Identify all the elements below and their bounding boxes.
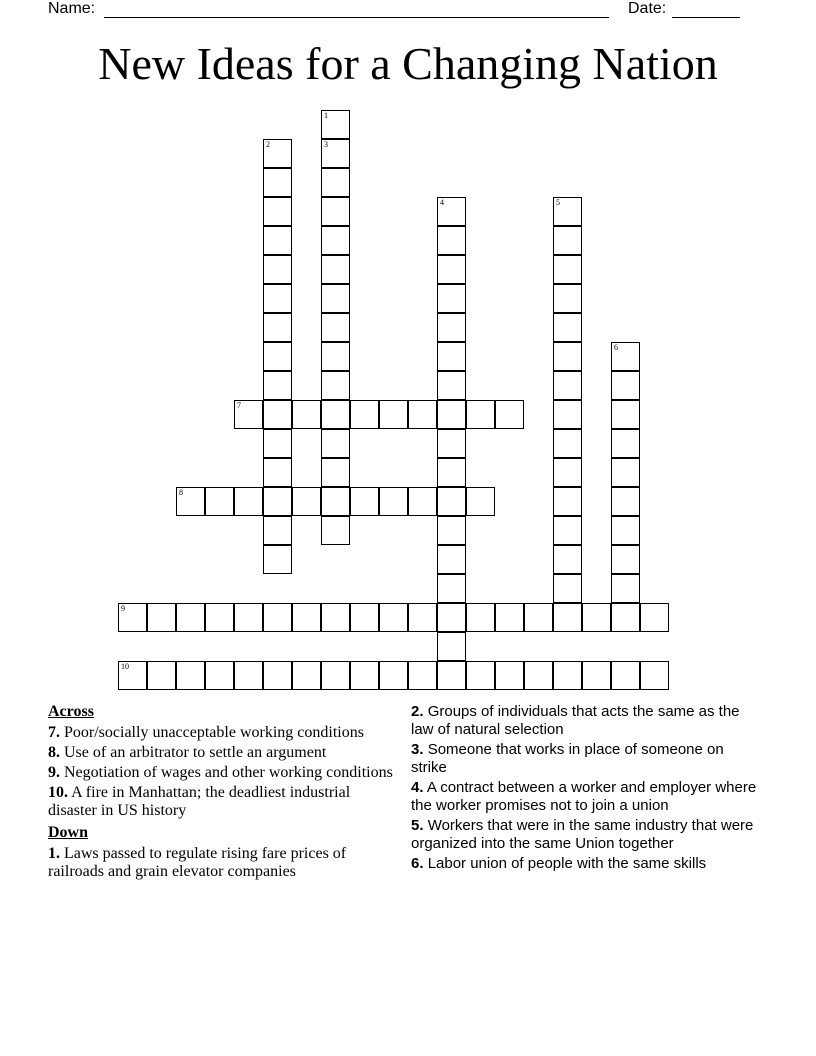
clue-number-3: 3 bbox=[324, 140, 328, 149]
crossword-cell[interactable] bbox=[263, 226, 292, 255]
crossword-cell[interactable] bbox=[379, 400, 408, 429]
crossword-cell[interactable] bbox=[611, 661, 640, 690]
name-label: Name: bbox=[48, 0, 96, 17]
clue-number-7: 7 bbox=[237, 401, 241, 410]
crossword-cell[interactable] bbox=[437, 661, 466, 690]
crossword-cell[interactable] bbox=[408, 400, 437, 429]
crossword-cell[interactable] bbox=[263, 458, 292, 487]
clue-number-6: 6 bbox=[614, 343, 618, 352]
crossword-cell[interactable] bbox=[263, 400, 292, 429]
crossword-cell[interactable] bbox=[147, 661, 176, 690]
crossword-cell[interactable] bbox=[437, 545, 466, 574]
crossword-cell[interactable] bbox=[263, 197, 292, 226]
crossword-cell[interactable] bbox=[379, 661, 408, 690]
crossword-cell[interactable] bbox=[118, 603, 147, 632]
crossword-cell[interactable] bbox=[321, 661, 350, 690]
crossword-cell[interactable] bbox=[437, 487, 466, 516]
crossword-cell[interactable] bbox=[466, 400, 495, 429]
crossword-cell[interactable] bbox=[553, 603, 582, 632]
crossword-cell[interactable] bbox=[553, 400, 582, 429]
across-clue-8: 8. Use of an arbitrator to settle an argument bbox=[48, 744, 327, 761]
crossword-cell[interactable] bbox=[321, 168, 350, 197]
crossword-cell[interactable] bbox=[321, 226, 350, 255]
crossword-cell[interactable] bbox=[321, 197, 350, 226]
crossword-cell[interactable] bbox=[640, 661, 669, 690]
crossword-cell[interactable] bbox=[263, 429, 292, 458]
crossword-cell[interactable] bbox=[321, 313, 350, 342]
crossword-cell[interactable] bbox=[437, 632, 466, 661]
clues-right-column bbox=[411, 703, 761, 875]
crossword-cell[interactable] bbox=[408, 487, 437, 516]
crossword-cell[interactable] bbox=[205, 603, 234, 632]
crossword-cell[interactable] bbox=[553, 574, 582, 603]
crossword-cell[interactable] bbox=[611, 400, 640, 429]
crossword-cell[interactable] bbox=[350, 661, 379, 690]
crossword-cell[interactable] bbox=[611, 516, 640, 545]
crossword-cell[interactable] bbox=[321, 255, 350, 284]
crossword-cell[interactable] bbox=[437, 516, 466, 545]
down-clue-1: 1. Laws passed to regulate rising fare prices of railroads and grain elevator companies bbox=[48, 845, 347, 880]
crossword-cell[interactable] bbox=[321, 371, 350, 400]
down-clue-4: 4. A contract between a worker and employer where the worker promises not to join a union bbox=[411, 779, 757, 814]
across-clue-7: 7. Poor/socially unacceptable working conditions bbox=[48, 724, 364, 741]
crossword-cell[interactable] bbox=[263, 545, 292, 574]
crossword-cell[interactable] bbox=[321, 516, 350, 545]
crossword-cell[interactable] bbox=[553, 661, 582, 690]
crossword-cell[interactable] bbox=[408, 661, 437, 690]
crossword-cell[interactable] bbox=[263, 516, 292, 545]
crossword-cell[interactable] bbox=[553, 342, 582, 371]
clue-number-10: 10 bbox=[121, 662, 129, 671]
crossword-cell[interactable] bbox=[147, 603, 176, 632]
crossword-cell[interactable] bbox=[292, 487, 321, 516]
crossword-cell[interactable] bbox=[263, 255, 292, 284]
crossword-cell[interactable] bbox=[321, 110, 350, 139]
crossword-cell[interactable] bbox=[495, 400, 524, 429]
crossword-cell[interactable] bbox=[292, 661, 321, 690]
crossword-cell[interactable] bbox=[553, 255, 582, 284]
crossword-cell[interactable] bbox=[263, 371, 292, 400]
crossword-cell[interactable] bbox=[321, 400, 350, 429]
crossword-cell[interactable] bbox=[263, 168, 292, 197]
crossword-cell[interactable] bbox=[437, 342, 466, 371]
crossword-cell[interactable] bbox=[524, 603, 553, 632]
crossword-cell[interactable] bbox=[234, 487, 263, 516]
crossword-cell[interactable] bbox=[321, 603, 350, 632]
crossword-cell[interactable] bbox=[466, 661, 495, 690]
clue-number-4: 4 bbox=[440, 198, 444, 207]
crossword-cell[interactable] bbox=[553, 429, 582, 458]
crossword-cell[interactable] bbox=[611, 545, 640, 574]
clue-number-1: 1 bbox=[324, 111, 328, 120]
crossword-cell[interactable] bbox=[263, 661, 292, 690]
crossword-cell[interactable] bbox=[611, 458, 640, 487]
clue-number-9: 9 bbox=[121, 604, 125, 613]
crossword-cell[interactable] bbox=[437, 429, 466, 458]
across-clue-10: 10. A fire in Manhattan; the deadliest industrial disaster in US history bbox=[48, 784, 351, 819]
across-heading: Across bbox=[48, 703, 94, 720]
crossword-cell[interactable] bbox=[350, 487, 379, 516]
crossword-cell[interactable] bbox=[321, 458, 350, 487]
crossword-cell[interactable] bbox=[350, 603, 379, 632]
crossword-cell[interactable] bbox=[466, 603, 495, 632]
crossword-cell[interactable] bbox=[524, 661, 553, 690]
crossword-cell[interactable] bbox=[176, 603, 205, 632]
crossword-cell[interactable] bbox=[408, 603, 437, 632]
crossword-cell[interactable] bbox=[350, 400, 379, 429]
crossword-cell[interactable] bbox=[321, 429, 350, 458]
crossword-cell[interactable] bbox=[234, 661, 263, 690]
crossword-cell[interactable] bbox=[321, 487, 350, 516]
crossword-cell[interactable] bbox=[553, 487, 582, 516]
across-clue-9: 9. Negotiation of wages and other working conditions bbox=[48, 764, 393, 781]
crossword-cell[interactable] bbox=[176, 487, 205, 516]
clue-number-8: 8 bbox=[179, 488, 183, 497]
down-clue-3: 3. Someone that works in place of someone on strike bbox=[411, 741, 724, 776]
crossword-cell[interactable] bbox=[234, 400, 263, 429]
crossword-cell[interactable] bbox=[292, 400, 321, 429]
crossword-cell[interactable] bbox=[263, 284, 292, 313]
crossword-cell[interactable] bbox=[321, 284, 350, 313]
crossword-cell[interactable] bbox=[234, 603, 263, 632]
date-label: Date: bbox=[628, 0, 667, 17]
crossword-cell[interactable] bbox=[437, 313, 466, 342]
crossword-cell[interactable] bbox=[263, 342, 292, 371]
crossword-cell[interactable] bbox=[466, 487, 495, 516]
crossword-cell[interactable] bbox=[263, 487, 292, 516]
crossword-cell[interactable] bbox=[176, 661, 205, 690]
crossword-cell[interactable] bbox=[611, 487, 640, 516]
crossword-cell[interactable] bbox=[582, 661, 611, 690]
clues-left-column bbox=[48, 703, 393, 883]
crossword-cell[interactable] bbox=[292, 603, 321, 632]
crossword-cell[interactable] bbox=[437, 603, 466, 632]
crossword-cell[interactable] bbox=[437, 255, 466, 284]
crossword-cell[interactable] bbox=[321, 139, 350, 168]
crossword-cell[interactable] bbox=[611, 603, 640, 632]
crossword-cell[interactable] bbox=[553, 458, 582, 487]
down-clue-5: 5. Workers that were in the same industry that were organized into the same Union together bbox=[411, 817, 754, 852]
crossword-cell[interactable] bbox=[437, 197, 466, 226]
crossword-cell[interactable] bbox=[379, 487, 408, 516]
crossword-cell[interactable] bbox=[321, 342, 350, 371]
crossword-cell[interactable] bbox=[553, 226, 582, 255]
down-clue-2: 2. Groups of individuals that acts the same as the law of natural selection bbox=[411, 703, 740, 738]
crossword-cell[interactable] bbox=[553, 197, 582, 226]
crossword-cell[interactable] bbox=[611, 342, 640, 371]
page-title: New Ideas for a Changing Nation bbox=[98, 38, 718, 89]
crossword-cell[interactable] bbox=[118, 661, 147, 690]
crossword-cell[interactable] bbox=[553, 516, 582, 545]
crossword-cell[interactable] bbox=[495, 661, 524, 690]
crossword-cell[interactable] bbox=[553, 545, 582, 574]
crossword-cell[interactable] bbox=[437, 371, 466, 400]
crossword-cell[interactable] bbox=[263, 139, 292, 168]
clue-number-2: 2 bbox=[266, 140, 270, 149]
clue-number-5: 5 bbox=[556, 198, 560, 207]
crossword-cell[interactable] bbox=[205, 487, 234, 516]
crossword-cell[interactable] bbox=[437, 226, 466, 255]
crossword-cell[interactable] bbox=[437, 284, 466, 313]
crossword-cell[interactable] bbox=[205, 661, 234, 690]
down-heading: Down bbox=[48, 824, 89, 841]
crossword-cell[interactable] bbox=[640, 603, 669, 632]
crossword-cell[interactable] bbox=[611, 371, 640, 400]
crossword-cell[interactable] bbox=[582, 603, 611, 632]
crossword-cell[interactable] bbox=[611, 429, 640, 458]
crossword-cell[interactable] bbox=[437, 458, 466, 487]
down-clue-6: 6. Labor union of people with the same skills bbox=[411, 855, 707, 872]
crossword-cell[interactable] bbox=[495, 603, 524, 632]
crossword-cell[interactable] bbox=[437, 574, 466, 603]
crossword-cell[interactable] bbox=[379, 603, 408, 632]
crossword-cell[interactable] bbox=[553, 371, 582, 400]
crossword-cell[interactable] bbox=[437, 400, 466, 429]
crossword-cell[interactable] bbox=[553, 313, 582, 342]
crossword-cell[interactable] bbox=[553, 284, 582, 313]
crossword-cell[interactable] bbox=[263, 603, 292, 632]
crossword-cell[interactable] bbox=[263, 313, 292, 342]
crossword-cell[interactable] bbox=[611, 574, 640, 603]
